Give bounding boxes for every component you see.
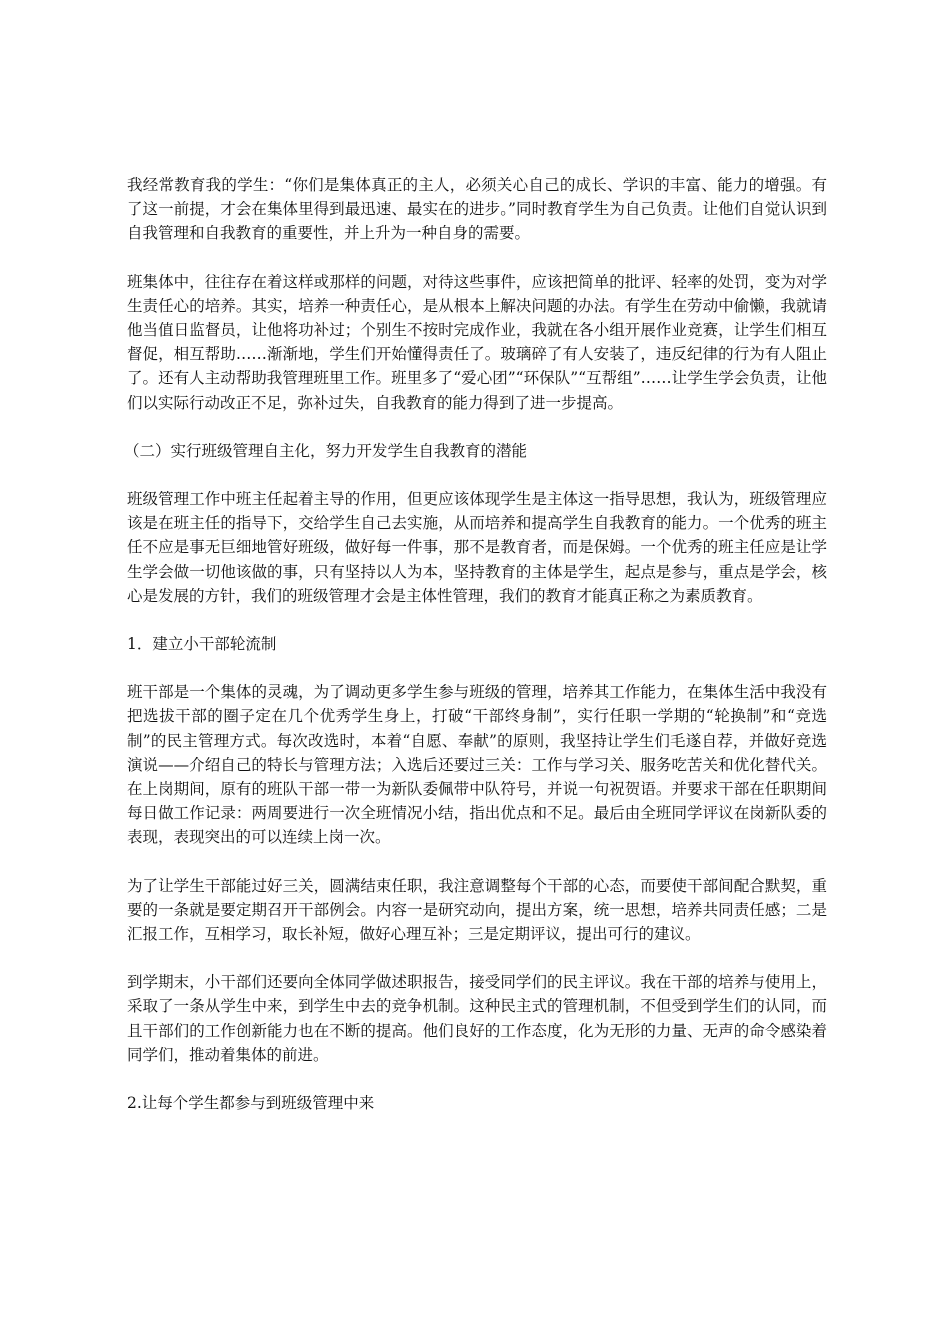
paragraph-1: 我经常教育我的学生：“你们是集体真正的主人，必须关心自己的成长、学识的丰富、能力的增强。有了这一前提，才会在集体里得到最迅速、最实在的进步。”同时教育学生为自己负责。让他们自觉认识到自我管理和自我教育的重要性，并上升为一种自身的需要。 bbox=[127, 176, 827, 243]
paragraph-6: 到学期末，小干部们还要向全体同学做述职报告，接受同学们的民主评议。我在干部的培养与使用上，采取了一条从学生中来，到学生中去的竞争机制。这种民主式的管理机制，不但受到学生们的认同，而且干部们的工作创新能力也在不断的提高。他们良好的工作态度，化为无形的力量、无声的命令感染着同学们，推动着集体的前进。 bbox=[127, 973, 827, 1064]
document-body bbox=[124, 173, 827, 1139]
paragraph-4: 班干部是一个集体的灵魂，为了调动更多学生参与班级的管理，培养其工作能力，在集体生活中我没有把选拔干部的圈子定在几个优秀学生身上，打破“干部终身制”，实行任职一学期的“轮换制”和“竞选制”的民主管理方式。每次改选时，本着“自愿、奉献”的原则，我坚持让学生们毛遂自荐，并做好竞选演说——介绍自己的特长与管理方法；入选后还要过三关：工作与学习关、服务吃苦关和优化替代关。在上岗期间，原有的班队干部一带一为新队委佩带中队符号，并说一句祝贺语。并要求干部在任职期间每日做工作记录：两周要进行一次全班情况小结，指出优点和不足。最后由全班同学评议在岗新队委的表现，表现突出的可以连续上岗一次。 bbox=[127, 683, 827, 847]
paragraph-3: 班级管理工作中班主任起着主导的作用，但更应该体现学生是主体这一指导思想，我认为，班级管理应该是在班主任的指导下，交给学生自己去实施，从而培养和提高学生自我教育的能力。一个优秀的班主任不应是事无巨细地管好班级，做好每一件事，那不是教育者，而是保姆。一个优秀的班主任应是让学生学会做一切他该做的事，只有坚持以人为本，坚持教育的主体是学生，起点是参与，重点是学会，核心是发展的方针，我们的班级管理才会是主体性管理，我们的教育才能真正称之为素质教育。 bbox=[127, 490, 827, 605]
paragraph-2: 班集体中，往往存在着这样或那样的问题，对待这些事件，应该把简单的批评、轻率的处罚，变为对学生责任心的培养。其实，培养一种责任心，是从根本上解决问题的办法。有学生在劳动中偷懒，我就请他当值日监督员，让他将功补过；个别生不按时完成作业，我就在各小组开展作业竞赛，让学生们相互督促，相互帮助……渐渐地，学生们开始懂得责任了。玻璃碎了有人安装了，违反纪律的行为有人阻止了。还有人主动帮助我管理班里工作。班里多了“爱心团”“环保队”“互帮组”……让学生学会负责，让他们以实际行动改正不足，弥补过失，自我教育的能力得到了进一步提高。 bbox=[127, 272, 827, 412]
subheading-2: 2.让每个学生都参与到班级管理中来 bbox=[127, 1094, 375, 1113]
subheading-1: 1．建立小干部轮流制 bbox=[127, 635, 277, 654]
section-heading-2: （二）实行班级管理自主化，努力开发学生自我教育的潜能 bbox=[124, 441, 528, 460]
paragraph-5: 为了让学生干部能过好三关，圆满结束任职，我注意调整每个干部的心态，而要使干部间配合默契，重要的一条就是要定期召开干部例会。内容一是研究动向，提出方案，统一思想，培养共同责任感；二是汇报工作，互相学习，取长补短，做好心理互补；三是定期评议，提出可行的建议。 bbox=[127, 876, 827, 944]
